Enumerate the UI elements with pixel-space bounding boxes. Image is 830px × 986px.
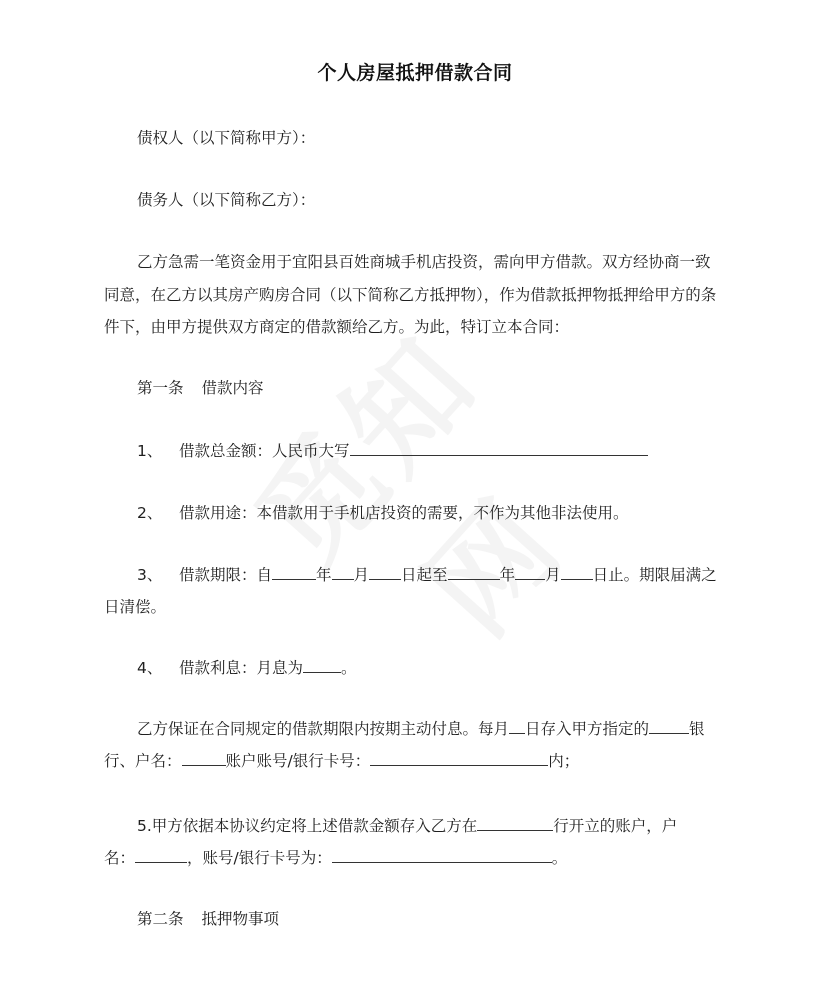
item-2-number: 2、 [137,504,163,522]
item-5-part-2: 行开立的账户，户 [553,817,678,835]
article-1-title: 借款内容 [201,379,264,397]
item-1 [137,440,767,462]
item-1-number: 1、 [137,442,163,460]
item-4-text: 借款利息：月息为 [179,659,304,677]
debtor-label: 债务人（以下简称乙方）： [137,191,316,209]
item-4-number: 4、 [137,659,163,677]
item-3-part-4: 日起至 [401,566,448,584]
item-3-part-2: 年 [316,566,332,584]
account-number-blank [370,750,548,766]
intro-line-2: 同意，在乙方以其房产购房合同（以下简称乙方抵押物），作为借款抵押物抵押给甲方的条 [104,286,717,304]
end-month-blank [515,564,545,580]
repay-line-2-part-3: 内； [548,752,580,770]
end-day-blank [561,564,593,580]
article-2-heading [137,908,767,930]
end-year-blank [448,564,500,580]
borrower-account-blank [332,847,552,863]
repay-part-3: 银 [689,720,705,738]
item-4 [137,657,767,679]
item-5-line-2 [104,847,734,869]
repay-part-2: 日存入甲方指定的 [525,720,650,738]
bank-blank [649,718,689,734]
repay-line-2-part-2: 账户账号/银行卡号： [225,752,371,770]
borrower-bank-blank [477,815,553,831]
item-5-part-1: 5.甲方依据本协议约定将上述借款金额存入乙方在 [137,817,478,835]
repay-line-2-part-1: 行、户名： [104,752,182,770]
start-month-blank [332,564,354,580]
item-3-part-6: 月 [545,566,561,584]
borrower-name-blank [135,847,187,863]
item-1-text: 借款总金额：人民币大写 [179,442,350,460]
pay-day-blank [509,718,525,734]
article-1-heading [137,377,767,399]
start-year-blank [272,564,316,580]
start-day-blank [369,564,401,580]
item-2-text: 借款用途：本借款用于手机店投资的需要，不作为其他非法使用。 [179,504,629,522]
article-2-number: 第二条 [137,910,184,928]
account-name-blank [182,750,226,766]
intro-line-3: 件下，由甲方提供双方商定的借款额给乙方。为此，特订立本合同： [104,318,570,336]
repay-line-1 [137,718,767,740]
document-title: 个人房屋抵押借款合同 [317,62,513,84]
item-3-line-2: 日清偿。 [104,598,167,616]
article-2-title: 抵押物事项 [201,910,280,928]
item-3-number: 3、 [137,566,163,584]
loan-amount-blank [350,440,648,456]
item-3 [137,564,767,586]
item-4-end: 。 [341,659,357,677]
item-5-line-1 [137,815,767,837]
item-5-line-2-part-1: 名： [104,849,136,867]
article-1-number: 第一条 [137,379,184,397]
item-3-part-3: 月 [353,566,370,584]
intro-line-1: 乙方急需一笔资金用于宜阳县百姓商城手机店投资，需向甲方借款。双方经协商一致 [137,253,711,271]
item-5-line-2-part-3: 。 [551,849,568,867]
repay-part-1: 乙方保证在合同规定的借款期限内按期主动付息。每月 [137,720,510,738]
repay-line-2 [104,750,734,772]
item-3-part-5: 年 [499,566,516,584]
creditor-label: 债权人（以下简称甲方）： [137,129,316,147]
item-2 [137,502,767,524]
item-3-part-7: 日止。期限届满之 [592,566,717,584]
monthly-interest-blank [303,657,341,673]
item-3-part-1: 借款期限：自 [179,566,273,584]
item-5-line-2-part-2: ，账号/银行卡号为： [187,849,332,867]
